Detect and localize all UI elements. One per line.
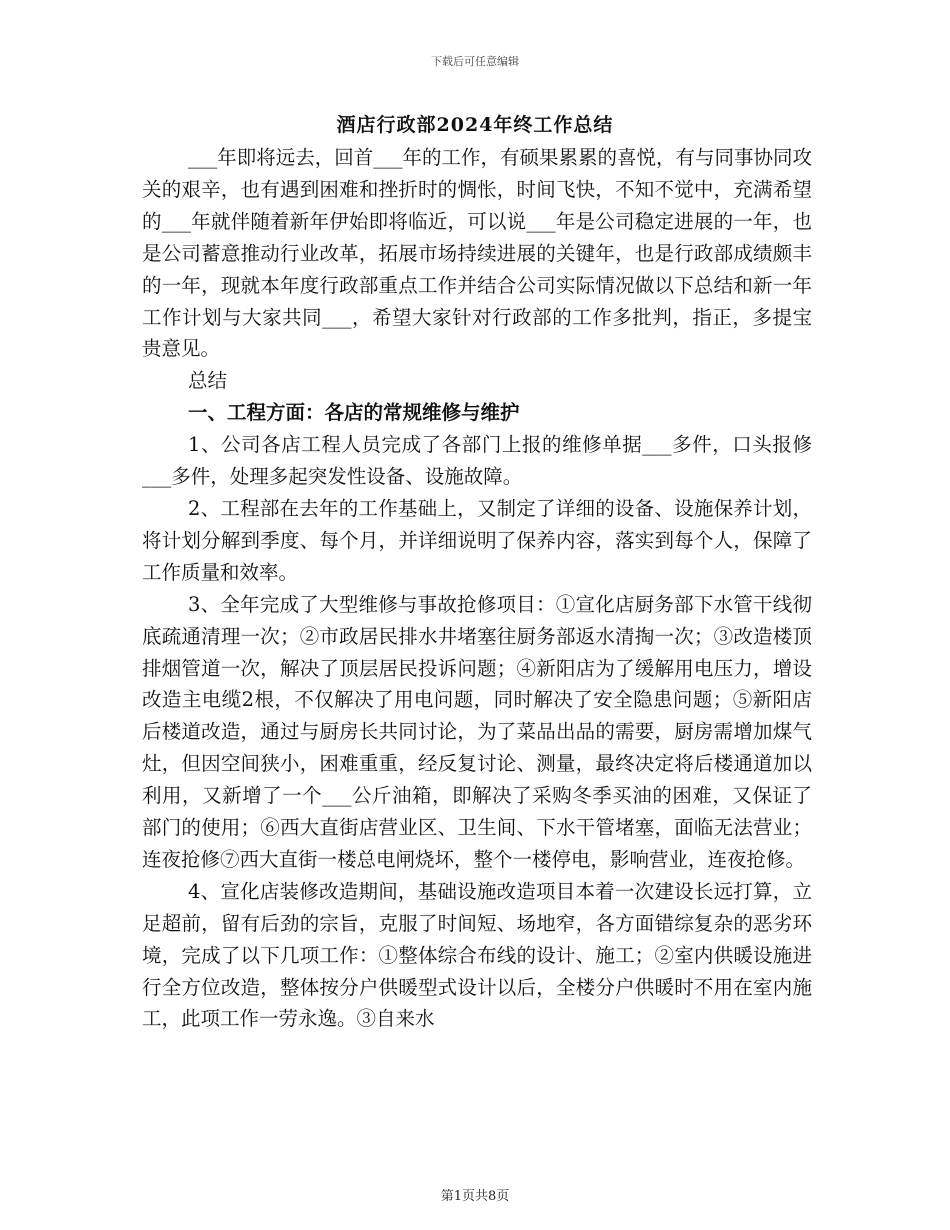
list-item-1: 1、公司各店工程人员完成了各部门上报的维修单据___多件，口头报修___多件，处理多起突发性设备、设施故障。 (142, 433, 812, 489)
list-item-4: 4、宣化店装修改造期间，基础设施改造项目本着一次建设长远打算，立足超前，留有后劲的宗旨，克服了时间短、场地窄，各方面错综复杂的恶劣环境，完成了以下几项工作：①整体综合布线的设计、施工；②室内供暖设施进行全方位改造，整体按分户供暖型式设计以后，全楼分户供暖时不用在室内施工，此项工作一劳永逸。③自来水 (142, 879, 812, 1031)
list-item-2: 2、工程部在去年的工作基础上，又制定了详细的设备、设施保养计划，将计划分解到季度、每个月，并详细说明了保养内容，落实到每个人，保障了工作质量和效率。 (142, 496, 812, 584)
summary-label: 总结 (188, 369, 228, 393)
header-note: 下载后可任意编辑 (431, 55, 519, 68)
page-footer: 第1页共8页 (440, 1189, 510, 1204)
section-heading: 一、工程方面：各店的常规维修与维护 (188, 401, 520, 425)
list-item-3: 3、全年完成了大型维修与事故抢修项目：①宣化店厨务部下水管干线彻底疏通清理一次；②市政居民排水井堵塞往厨务部返水清掏一次；③改造楼顶排烟管道一次，解决了顶层居民投诉问题；④新阳店为了缓解用电压力，增设改造主电缆2根，不仅解决了用电问题，同时解决了安全隐患问题；⑤新阳店后楼道改造，通过与厨房长共同讨论，为了菜品出品的需要，厨房需增加煤气灶，但因空间狭小，困难重重，经反复讨论、测量，最终决定将后楼通道加以利用，又新增了一个___公斤油箱，即解决了采购冬季买油的困难，又保证了部门的使用；⑥西大直街店营业区、卫生间、下水干管堵塞，面临无法营业；连夜抢修⑦西大直街一楼总电闸烧坏，整个一楼停电，影响营业，连夜抢修。 (142, 592, 812, 871)
intro-paragraph: ___年即将远去，回首___年的工作，有硕果累累的喜悦，有与同事协同攻关的艰辛，也有遇到困难和挫折时的惆怅，时间飞快，不知不觉中，充满希望的___年就伴随着新年伊始即将临近，可以说___年是公司稳定进展的一年，也是公司蓄意推动行业改革，拓展市场持续进展的关键年，也是行政部成绩颇丰的一年，现就本年度行政部重点工作并结合公司实际情况做以下总结和新一年工作计划与大家共同___，希望大家针对行政部的工作多批判，指正，多提宝贵意见。 (142, 146, 813, 361)
document-title: 酒店行政部2024年终工作总结 (336, 114, 614, 136)
document-body (142, 142, 812, 1035)
